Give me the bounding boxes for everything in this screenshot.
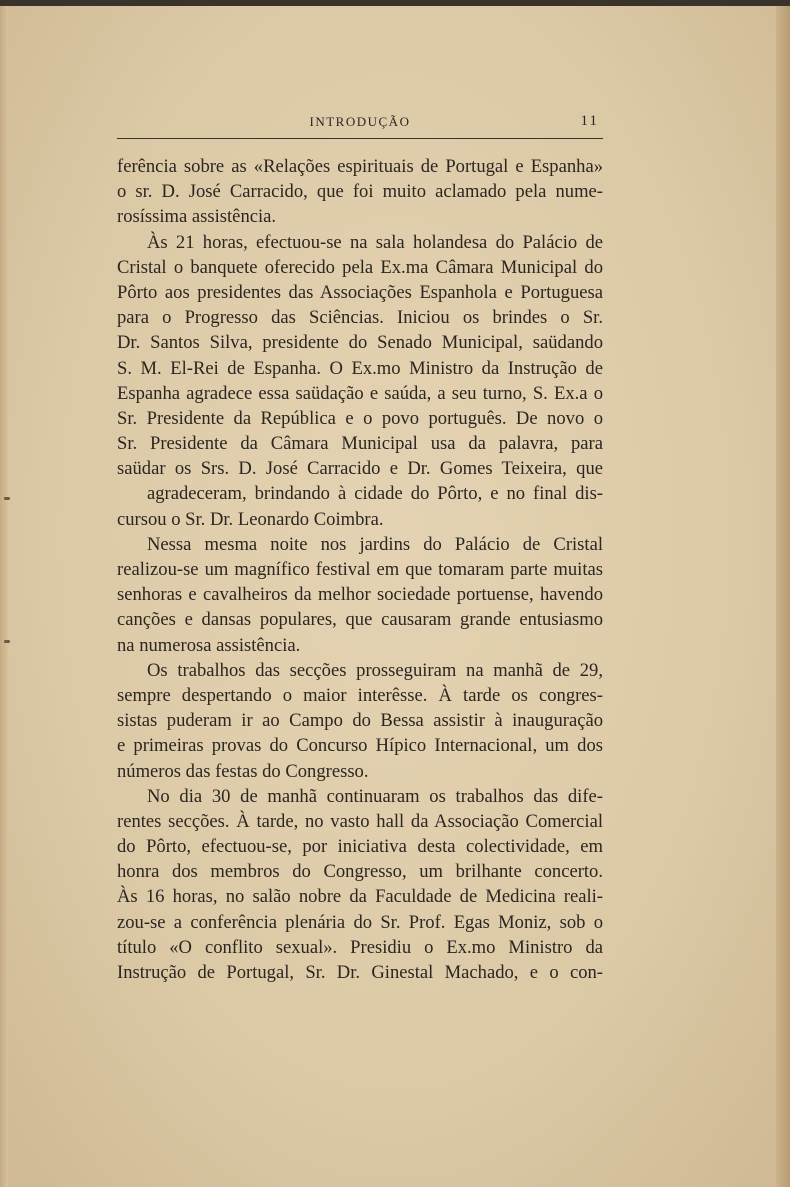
text-line: agradeceram, brindando à cidade do Pôrto, e no final dis-: [147, 483, 603, 505]
text-line: Às 16 horas, no salão nobre da Faculdade de Medicina reali-: [117, 886, 603, 908]
text-line: Os trabalhos das secções prosseguiram na manhã de 29,: [147, 659, 603, 681]
running-header: [117, 112, 603, 134]
text-line: Sr. Presidente da Câmara Municipal usa da palavra, para: [117, 433, 603, 455]
text-line: canções e dansas populares, que causaram grande entusiasmo: [117, 609, 603, 631]
text-line: Dr. Santos Silva, presidente do Senado Municipal, saüdando: [117, 332, 603, 354]
text-line: na numerosa assistência.: [117, 634, 301, 656]
text-line: No dia 30 de manhã continuaram os trabalhos das dife-: [147, 785, 603, 807]
text-line: Às 21 horas, efectuou-se na sala holandesa do Palácio de: [147, 231, 603, 253]
text-line: Cristal o banquete oferecido pela Ex.ma Câmara Municipal do: [117, 256, 603, 278]
text-line: honra dos membros do Congresso, um brilhante concerto.: [117, 861, 603, 883]
page-right-edge: [776, 0, 790, 1187]
page-left-edge: [0, 0, 8, 1187]
text-line: números das festas do Congresso.: [117, 760, 369, 782]
text-line: e primeiras provas do Concurso Hípico Internacional, um dos: [117, 735, 603, 757]
header-rule: [117, 138, 603, 139]
running-title: INTRODUÇÃO: [309, 114, 411, 129]
text-line: cursou o Sr. Dr. Leonardo Coimbra.: [117, 508, 384, 530]
text-line: Pôrto aos presidentes das Associações Espanhola e Portuguesa: [117, 281, 603, 303]
text-line: o sr. D. José Carracido, que foi muito aclamado pela nume-: [117, 181, 603, 203]
text-line: do Pôrto, efectuou-se, por iniciativa desta colectividade, em: [117, 836, 603, 858]
body-text: [117, 154, 603, 985]
text-line: Sr. Presidente da República e o povo português. De novo o: [117, 407, 603, 429]
text-line: para o Progresso das Sciências. Iniciou os brindes o Sr.: [117, 307, 603, 329]
text-line: senhoras e cavalheiros da melhor sociedade portuense, havendo: [117, 584, 603, 606]
page-number: 11: [580, 113, 599, 129]
text-line: realizou-se um magnífico festival em que tomaram parte muitas: [117, 559, 603, 580]
text-line: zou-se a conferência plenária do Sr. Prof. Egas Moniz, sob o: [117, 911, 603, 933]
text-line: Instrução de Portugal, Sr. Dr. Ginestal Machado, e o con-: [117, 962, 603, 983]
text-line: ferência sobre as «Relações espirituais de Portugal e Espanha»: [117, 156, 603, 177]
text-line: Espanha agradece essa saüdação e saúda, a seu turno, S. Ex.a o: [117, 382, 603, 404]
text-line: sempre despertando o maior interêsse. À tarde os congres-: [117, 684, 603, 706]
text-line: Nessa mesma noite nos jardins do Palácio de Cristal: [147, 533, 603, 555]
text-line: sistas puderam ir ao Campo do Bessa assistir à inauguração: [117, 710, 603, 732]
margin-mark: [4, 497, 10, 500]
text-line: título «O conflito sexual». Presidiu o Ex.mo Ministro da: [117, 936, 603, 958]
text-line: S. M. El-Rei de Espanha. O Ex.mo Ministro da Instrução de: [117, 357, 603, 379]
text-line: rentes secções. À tarde, no vasto hall da Associação Comercial: [117, 810, 603, 832]
text-line: saüdar os Srs. D. José Carracido e Dr. Gomes Teixeira, que: [117, 458, 603, 480]
text-line: rosíssima assistência.: [117, 206, 277, 228]
page-top-edge: [0, 0, 790, 6]
margin-mark: [4, 640, 10, 643]
